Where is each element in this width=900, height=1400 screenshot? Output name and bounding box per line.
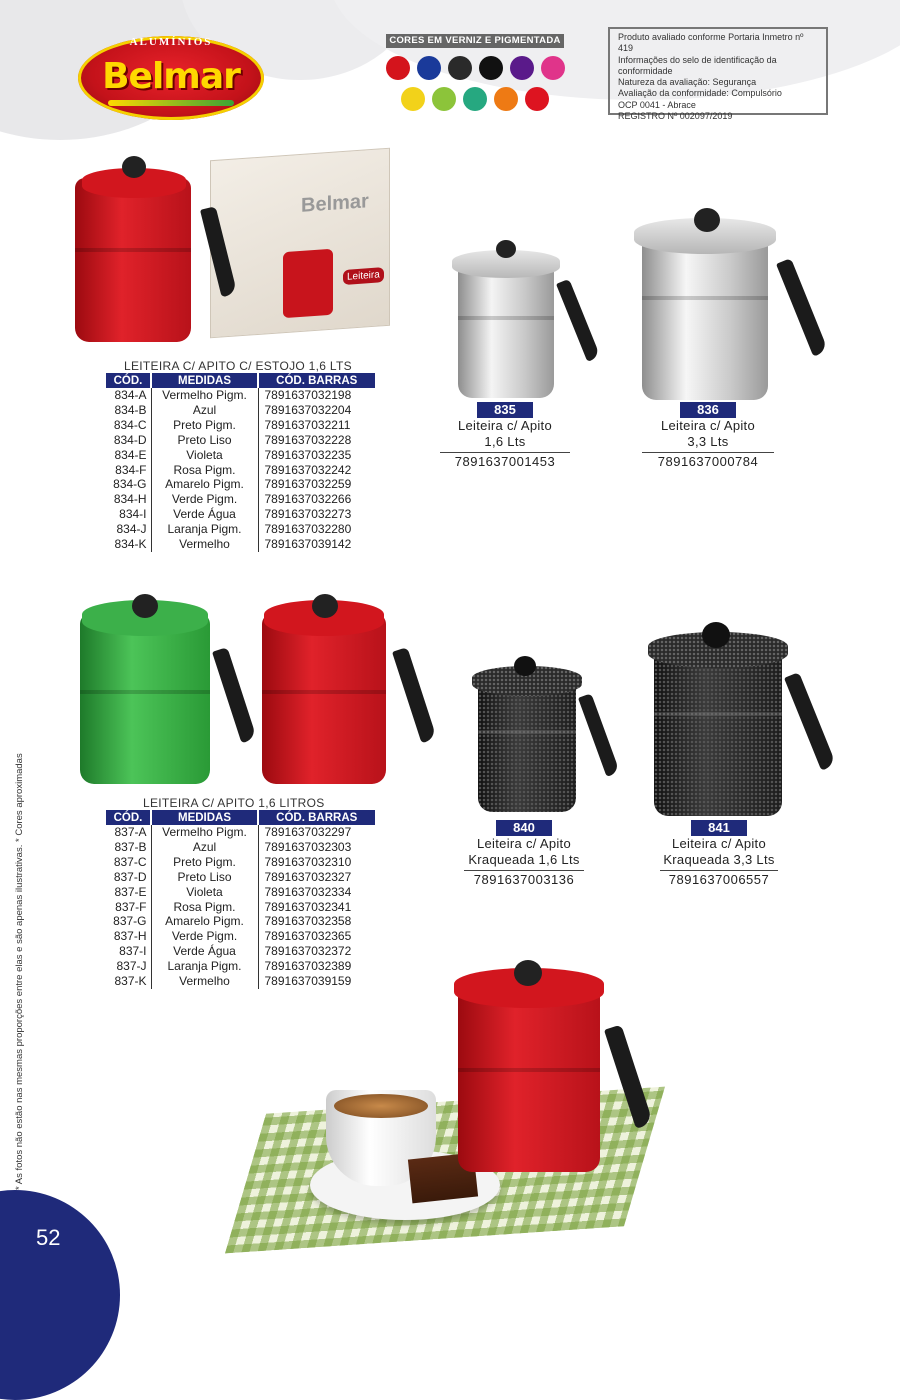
product-code: 841 — [691, 820, 747, 836]
cell-code: 837-G — [106, 914, 151, 929]
spec-table-834 — [106, 373, 375, 552]
table-row — [106, 870, 375, 885]
table-row — [106, 507, 375, 522]
color-swatch — [386, 56, 410, 80]
gift-box — [210, 148, 390, 339]
cell-code: 837-C — [106, 855, 151, 870]
product-code: 836 — [680, 402, 736, 418]
lid-knob — [702, 622, 730, 648]
cell-measure: Rosa Pigm. — [151, 463, 258, 478]
col-header: MEDIDAS — [151, 810, 258, 825]
cell-measure: Verde Pigm. — [151, 492, 258, 507]
cell-barcode: 7891637032334 — [264, 884, 352, 899]
colors-title: CORES EM VERNIZ E PIGMENTADA — [386, 34, 564, 48]
product-name: Leiteira c/ Apito — [661, 418, 755, 433]
color-swatches — [386, 56, 566, 116]
color-swatch — [510, 56, 534, 80]
lid-knob — [514, 656, 536, 676]
pot-handle — [784, 672, 836, 771]
product-837-image — [70, 590, 440, 790]
red-pot — [262, 614, 386, 784]
pot-handle — [556, 279, 600, 362]
cell-measure: Rosa Pigm. — [151, 900, 258, 915]
product-834-image — [60, 150, 400, 350]
cell-measure: Verde Pigm. — [151, 929, 258, 944]
color-swatch — [401, 87, 425, 111]
cell-code: 837-D — [106, 870, 151, 885]
cell-measure: Azul — [151, 840, 258, 855]
logo-subtitle: ALUMÍNIOS — [129, 36, 213, 48]
table-row — [106, 463, 375, 478]
box-product-label: Leiteira — [343, 267, 384, 285]
table1-title: LEITEIRA C/ APITO C/ ESTOJO 1,6 LTS — [124, 359, 352, 373]
table-row — [106, 433, 375, 448]
inmetro-info-box — [608, 27, 828, 122]
box-red-pot-picture — [283, 249, 333, 318]
table-row — [106, 418, 375, 433]
cell-code: 837-B — [106, 840, 151, 855]
cell-measure: Violeta — [151, 885, 258, 900]
inmetro-line: REGISTRO Nº 002097/2019 — [618, 111, 733, 122]
table-row — [106, 537, 375, 552]
coffee — [334, 1094, 428, 1118]
cell-code: 834-B — [106, 403, 151, 418]
logo-swoosh — [108, 100, 234, 106]
table-row — [106, 914, 375, 929]
color-swatch — [541, 56, 565, 80]
cell-measure: Amarelo Pigm. — [151, 914, 258, 929]
cell-measure: Preto Liso — [151, 433, 258, 448]
color-swatch — [494, 87, 518, 111]
lid-knob — [514, 960, 542, 986]
table-row — [106, 522, 375, 537]
cell-measure: Preto Pigm. — [151, 855, 258, 870]
lid-knob — [122, 156, 146, 178]
logo-brand-name: Belmar — [102, 56, 240, 97]
table-row — [106, 885, 375, 900]
cell-measure: Vermelho — [151, 974, 258, 989]
color-swatch — [448, 56, 472, 80]
color-swatch — [463, 87, 487, 111]
cell-code: 837-F — [106, 900, 151, 915]
cell-barcode: 7891637032280 — [264, 522, 352, 537]
pot-handle — [776, 258, 828, 357]
table-row — [106, 855, 375, 870]
inmetro-line: Natureza da avaliação: Segurança — [618, 77, 757, 88]
cell-barcode: 7891637032259 — [264, 477, 352, 492]
product-code: 840 — [496, 820, 552, 836]
cell-measure: Violeta — [151, 448, 258, 463]
cell-barcode: 7891637032310 — [264, 854, 352, 869]
cell-barcode: 7891637032204 — [264, 402, 352, 417]
page-number: 52 — [36, 1225, 61, 1250]
pot-handle — [578, 693, 620, 777]
table-row — [106, 403, 375, 418]
product-barcode: 7891637000784 — [642, 452, 774, 469]
product-840-image — [464, 654, 624, 814]
cell-code: 834-E — [106, 448, 151, 463]
cell-code: 837-H — [106, 929, 151, 944]
lid-knob — [132, 594, 158, 618]
cell-measure: Vermelho Pigm. — [151, 825, 258, 840]
product-835-image — [444, 240, 604, 400]
cell-code: 837-I — [106, 944, 151, 959]
lid-knob — [496, 240, 516, 258]
cell-code: 834-H — [106, 492, 151, 507]
product-card-836 — [642, 402, 774, 469]
cell-code: 834-D — [106, 433, 151, 448]
cell-measure: Vermelho — [151, 537, 258, 552]
cell-barcode: 7891637032235 — [264, 447, 352, 462]
table2-title: LEITEIRA C/ APITO 1,6 LITROS — [143, 796, 325, 810]
inmetro-line: Informações do selo de identificação da conformidade — [618, 54, 777, 76]
cell-measure: Vermelho Pigm. — [151, 388, 258, 403]
cell-barcode: 7891637039142 — [264, 537, 352, 552]
cell-measure: Azul — [151, 403, 258, 418]
cell-barcode: 7891637032341 — [264, 899, 352, 914]
col-header: CÓD. — [106, 810, 151, 825]
color-swatch — [417, 56, 441, 80]
product-code: 835 — [477, 402, 533, 418]
green-pot — [80, 614, 210, 784]
product-836-image — [630, 208, 830, 400]
product-capacity: Kraqueada 1,6 Lts — [468, 852, 580, 867]
product-name: Leiteira c/ Apito — [477, 836, 571, 851]
cell-barcode: 7891637032327 — [264, 869, 352, 884]
cell-code: 834-F — [106, 463, 151, 478]
cell-code: 834-C — [106, 418, 151, 433]
col-header: CÓD. BARRAS — [258, 373, 375, 388]
cell-code: 837-J — [106, 959, 151, 974]
col-header: MEDIDAS — [151, 373, 258, 388]
cell-measure: Verde Água — [151, 944, 258, 959]
page-number-circle — [0, 1190, 120, 1400]
cell-barcode: 7891637032365 — [264, 929, 352, 944]
cell-barcode: 7891637032198 — [264, 388, 352, 402]
red-pot — [458, 982, 600, 1172]
table-row — [106, 944, 375, 959]
cell-barcode: 7891637032266 — [264, 492, 352, 507]
cell-barcode: 7891637032211 — [264, 417, 351, 432]
product-name: Leiteira c/ Apito — [672, 836, 766, 851]
product-barcode: 7891637006557 — [660, 870, 778, 887]
inmetro-line: Avaliação da conformidade: Compulsório — [618, 88, 782, 99]
table-row — [106, 825, 375, 840]
cell-barcode: 7891637032358 — [264, 914, 352, 929]
cell-measure: Laranja Pigm. — [151, 522, 258, 537]
table-row — [106, 492, 375, 507]
col-header: CÓD. — [106, 373, 151, 388]
brand-logo — [78, 30, 264, 122]
pot-handle — [212, 647, 257, 743]
cell-code: 837-K — [106, 974, 151, 989]
product-capacity: Kraqueada 3,3 Lts — [663, 852, 775, 867]
pot-handle — [392, 647, 437, 743]
product-capacity: 1,6 Lts — [484, 434, 526, 449]
red-pot — [75, 178, 191, 342]
cell-barcode: 7891637039159 — [264, 974, 352, 989]
cell-code: 834-J — [106, 522, 151, 537]
inmetro-line: Produto avaliado conforme Portaria Inmetro nº 419 — [618, 32, 804, 54]
product-card-840 — [464, 820, 584, 887]
cell-code: 837-E — [106, 885, 151, 900]
cell-barcode: 7891637032297 — [264, 825, 352, 839]
cell-measure: Laranja Pigm. — [151, 959, 258, 974]
product-capacity: 3,3 Lts — [687, 434, 729, 449]
cell-code: 834-K — [106, 537, 151, 552]
cell-barcode: 7891637032273 — [264, 507, 352, 522]
product-card-835 — [440, 402, 570, 469]
cell-measure: Preto Liso — [151, 870, 258, 885]
product-barcode: 7891637001453 — [440, 452, 570, 469]
disclaimer-note: * As fotos não estão nas mesmas proporções entre elas e são apenas ilustrativas. * Cores aproximadas — [14, 753, 25, 1190]
cell-code: 837-A — [106, 825, 151, 840]
inmetro-line: OCP 0041 - Abrace — [618, 99, 696, 110]
cell-barcode: 7891637032389 — [264, 959, 352, 974]
cell-barcode: 7891637032242 — [264, 462, 352, 477]
lid-knob — [312, 594, 338, 618]
product-841-image — [644, 622, 844, 818]
cell-code: 834-I — [106, 507, 151, 522]
table-row — [106, 929, 375, 944]
table-row — [106, 477, 375, 492]
cell-code: 834-G — [106, 477, 151, 492]
table-row — [106, 900, 375, 915]
cell-barcode: 7891637032303 — [264, 839, 352, 854]
col-header: CÓD. BARRAS — [258, 810, 375, 825]
color-swatch — [525, 87, 549, 111]
color-swatch — [432, 87, 456, 111]
color-swatch — [479, 56, 503, 80]
product-name: Leiteira c/ Apito — [458, 418, 552, 433]
table-row — [106, 840, 375, 855]
table-row — [106, 388, 375, 403]
cell-measure: Amarelo Pigm. — [151, 477, 258, 492]
cell-measure: Preto Pigm. — [151, 418, 258, 433]
product-barcode: 7891637003136 — [464, 870, 584, 887]
lifestyle-photo — [240, 960, 670, 1250]
table-row — [106, 448, 375, 463]
cell-barcode: 7891637032228 — [264, 432, 352, 447]
cell-code: 834-A — [106, 388, 151, 403]
product-card-841 — [660, 820, 778, 887]
cell-measure: Verde Água — [151, 507, 258, 522]
lid-knob — [694, 208, 720, 232]
cell-barcode: 7891637032372 — [264, 944, 352, 959]
box-brand-label: Belmar — [301, 190, 369, 217]
